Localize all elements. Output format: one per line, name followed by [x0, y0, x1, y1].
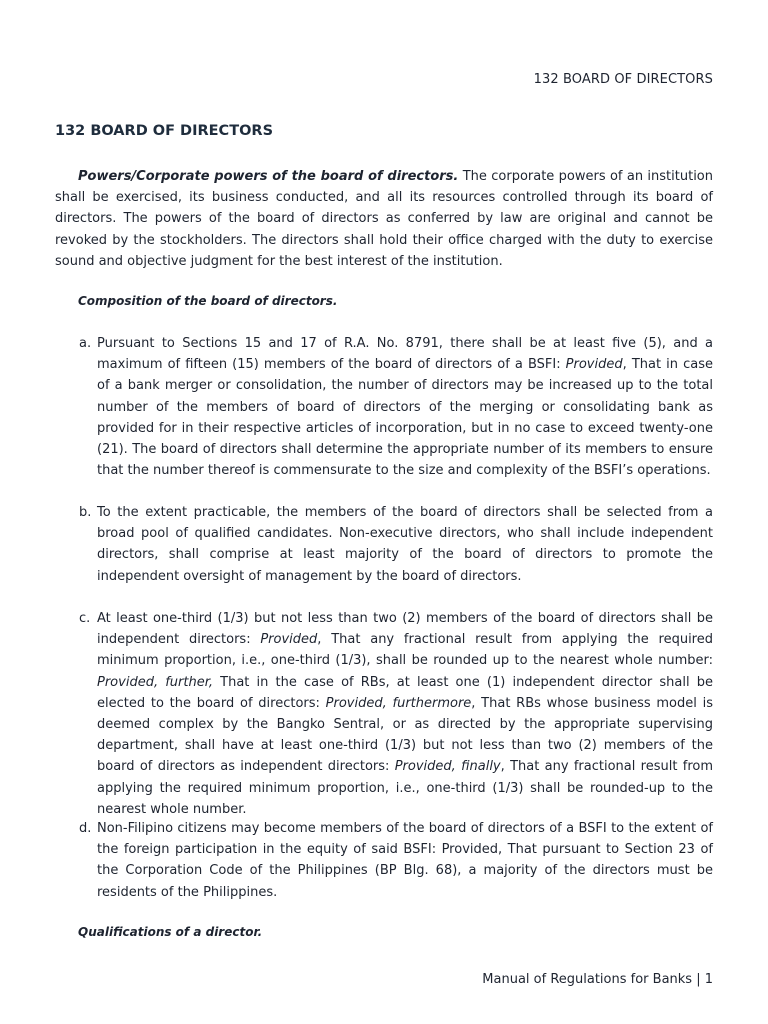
list-text: Pursuant to Sections 15 and 17 of R.A. No. 8791, there shall be at least five (5), and a maximum of fifteen (15) members of the board of directors of a BSFI: — [97, 336, 713, 373]
list-item-b — [79, 502, 713, 587]
list-text: That in the case of RBs, at least one (1) independent director shall be elected to the board of directors: — [97, 674, 713, 711]
list-item-d — [79, 818, 713, 903]
list-marker: b. — [79, 505, 92, 520]
proviso-text: Provided, finally — [394, 759, 501, 775]
list-text: To the extent practicable, the members of the board of directors shall be selected from a broad pool of qualified candidates. Non-executive directors, who shall include independent directors, shall comprise at least majority of the board of directors to promote the independent oversight of management by the board of directors. — [97, 505, 713, 584]
proviso-text: Provided — [565, 357, 623, 373]
powers-lead: Powers/Corporate powers of the board of directors. — [78, 169, 459, 184]
list-text: , That RBs whose business model is deemed complex by the Bangko Sentral, or as directed by the appropriate supervising department, shall have at least one-third (1/3) but not less than two (2) members of the board of directors as independent directors: — [97, 695, 714, 775]
list-text: , That in case of a bank merger or consolidation, the number of directors may be increased up to the total number of the members of board of directors of the merging or consolidating bank as provided for in their respective articles of incorporation, but in no case to exceed twenty-one (21). The board of directors shall determine the appropriate number of its members to ensure that the number thereof is commensurate to the size and complexity of the BSFI’s operations. — [97, 357, 713, 479]
qualifications-heading: Qualifications of a director. — [78, 925, 263, 939]
list-text: Non-Filipino citizens may become members of the board of directors of a BSFI to the extent of the foreign participation in the equity of said BSFI: Provided, That pursuant to Section 23 of the Corporation Code of the Philippines (BP Blg. 68), a majority of the directors must be residents of the Philippines. — [97, 821, 713, 900]
list-item-c — [79, 608, 714, 820]
running-header: 132 BOARD OF DIRECTORS — [533, 72, 713, 87]
section-title: 132 BOARD OF DIRECTORS — [55, 123, 274, 139]
list-text: , That any fractional result from applying the required minimum proportion, i.e., one-third (1/3), shall be rounded up to the nearest whole number: — [97, 632, 713, 669]
proviso-text: Provided, further, — [97, 674, 214, 690]
list-marker: d. — [79, 821, 92, 836]
powers-text: The corporate powers of an institution shall be exercised, its business conducted, and all its resources controlled through its board of directors. The powers of the board of directors as conferred by law are original and cannot be revoked by the stockholders. The directors shall hold their office charged with the duty to exercise sound and objective judgment for the best interest of the institution. — [55, 169, 714, 269]
list-text: , That any fractional result from applying the required minimum proportion, i.e., one-third (1/3) shall be rounded-up to the nearest whole number. — [97, 759, 714, 817]
powers-paragraph — [55, 166, 713, 272]
composition-heading: Composition of the board of directors. — [78, 294, 338, 308]
proviso-text: Provided — [260, 632, 318, 648]
proviso-text: Provided, furthermore — [325, 695, 472, 711]
list-marker: c. — [79, 611, 91, 626]
list-item-a — [79, 333, 713, 481]
list-text: At least one-third (1/3) but not less than two (2) members of the board of directors shall be independent directors: — [97, 611, 713, 648]
page-footer: Manual of Regulations for Banks | 1 — [482, 972, 713, 987]
list-marker: a. — [79, 336, 92, 351]
